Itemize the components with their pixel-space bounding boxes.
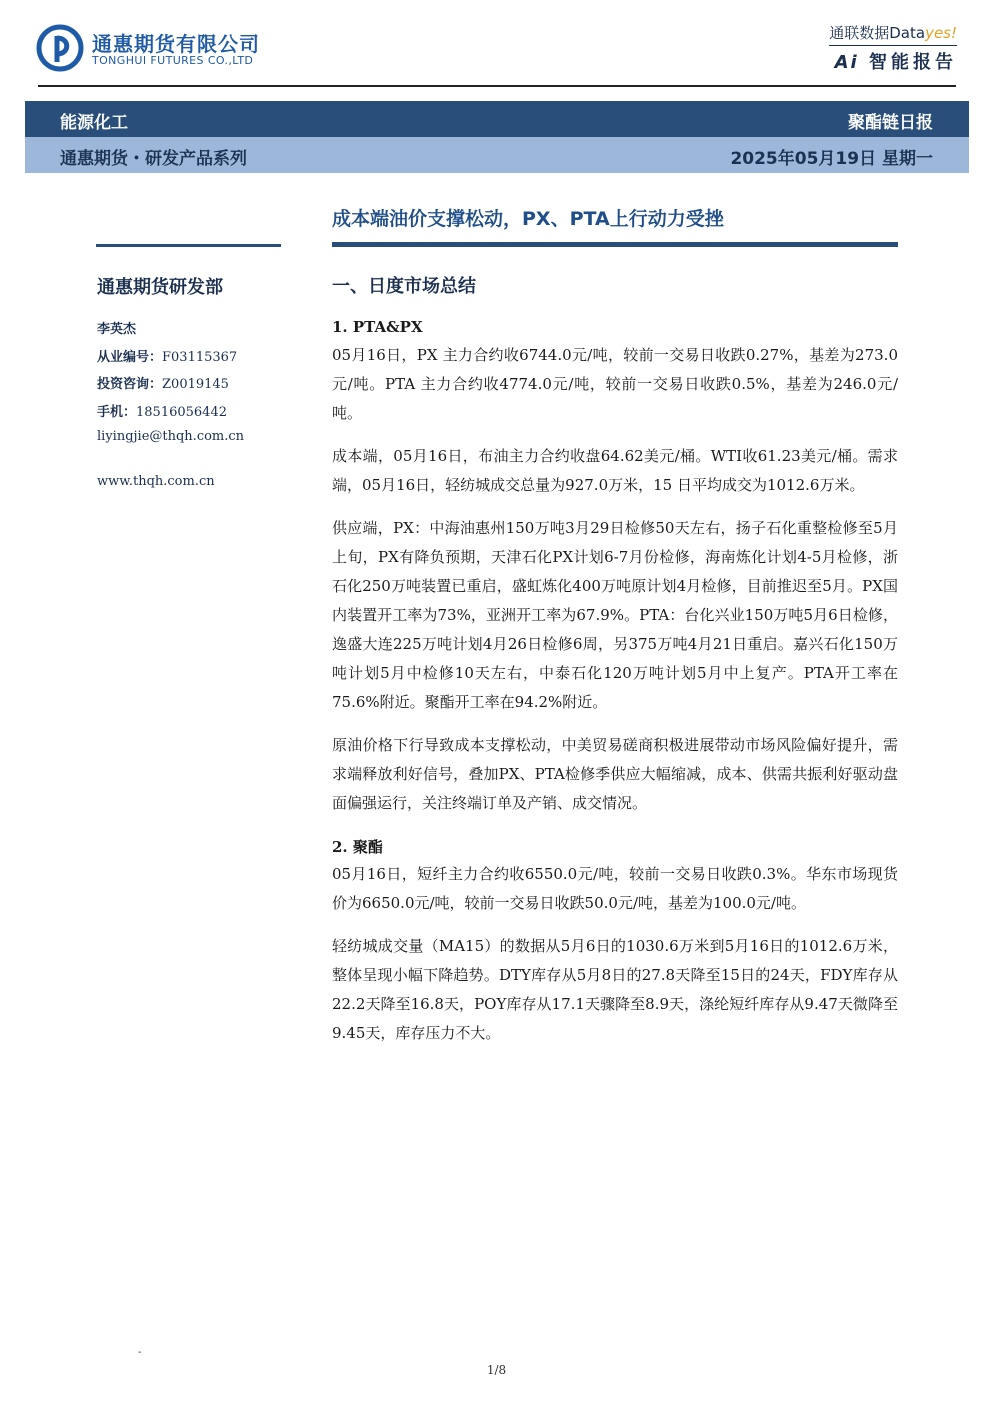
category-label: 能源化工 [60,113,128,133]
paragraph-prices: 05月16日，PX 主力合约收6744.0元/吨，较前一交易日收跌0.27%，基差为273.0元/吨。PTA 主力合约收4774.0元/吨，较前一交易日收跌0.5%，基差为246.0元/吨。 [332,346,898,422]
title-rule [332,242,898,247]
advisory-value: Z0019145 [162,377,229,392]
brand-name-en: TONGHUI FUTURES CO.,LTD [92,54,254,67]
report-title: 成本端油价支撑松动，PX、PTA上行动力受挫 [332,208,724,230]
sidebar-rule [96,244,281,247]
datayes-prefix: 通联数据Data [829,24,926,42]
cert-number-row [97,346,237,365]
ai-report-label: 智能报告 [869,52,957,73]
tonghui-logo-icon [36,24,84,72]
advisory-number-row [97,373,229,392]
datayes-suffix: yes! [925,24,957,42]
datayes-logo [829,22,957,43]
datayes-divider [829,45,957,46]
brand-name-cn: 通惠期货有限公司 [92,32,260,56]
paragraph-staple-fiber: 05月16日，短纤主力合约收6550.0元/吨，较前一交易日收跌0.3%。华东市场现货价为6650.0元/吨，较前一交易日收跌50.0元/吨，基差为100.0元/吨。 [332,865,898,912]
series-band [25,137,969,173]
subheading-pta-px: 1. PTA&PX [332,318,423,336]
analyst-name: 李英杰 [97,322,137,337]
series-label: 通惠期货・研发产品系列 [60,149,247,169]
subheading-polyester: 2. 聚酯 [332,838,383,856]
page-number: 1/8 [486,1363,507,1377]
category-band [25,101,969,137]
report-date: 2025年05月19日 星期一 [730,149,933,169]
cert-value: F03115367 [162,350,238,365]
paragraph-outlook: 原油价格下行导致成本支撑松动，中美贸易磋商积极进展带动市场风险偏好提升，需求端释放利好信号，叠加PX、PTA检修季供应大幅缩减，成本、供需共振利好驱动盘面偏强运行，关注终端订单及产销、成交情况。 [332,736,898,812]
cert-label: 从业编号： [97,350,163,365]
paragraph-cost-demand: 成本端，05月16日，布油主力合约收盘64.62美元/桶。WTI收61.23美元/桶。需求端，05月16日，轻纺城成交总量为927.0万米，15 日平均成交为1012.6万米。 [332,447,898,494]
phone-value: 18516056442 [136,405,227,420]
phone-label: 手机： [97,405,137,420]
header-rule [38,85,956,87]
footer-mark: - [138,1347,142,1358]
ai-report-logo [835,48,957,74]
paragraph-inventory: 轻纺城成交量（MA15）的数据从5月6日的1030.6万米到5月16日的1012.6万米，整体呈现小幅下降趋势。DTY库存从5月8日的27.8天降至15日的24天，FDY库存从22.2天降至16.8天，POY库存从17.1天骤降至8.9天，涤纶短纤库存从9.47天微降至9.45天，库存压力不大。 [332,937,898,1042]
email-link[interactable]: liyingjie@thqh.com.cn [97,429,245,444]
website-link[interactable]: www.thqh.com.cn [97,474,215,489]
phone-row [97,401,227,420]
ai-mark: Ai [834,52,859,73]
report-type-label: 聚酯链日报 [848,113,933,133]
advisory-label: 投资咨询： [97,377,163,392]
paragraph-supply: 供应端，PX：中海油惠州150万吨3月29日检修50天左右，扬子石化重整检修至5月上旬，PX有降负预期，天津石化PX计划6-7月份检修，海南炼化计划4-5月检修，浙石化250万吨装置已重启，盛虹炼化400万吨原计划4月检修，目前推迟至5月。PX国内装置开工率为73%，亚洲开工率为67.9%。PTA：台化兴业150万吨5月6日检修，逸盛大连225万吨计划4月26日检修6周，另375万吨4月21日重启。嘉兴石化150万吨计划5月中检修10天左右，中泰石化120万吨计划5月中上复产。PTA开工率在75.6%附近。聚酯开工率在94.2%附近。 [332,519,898,711]
section-heading: 一、日度市场总结 [332,276,476,297]
department-name: 通惠期货研发部 [97,277,223,298]
